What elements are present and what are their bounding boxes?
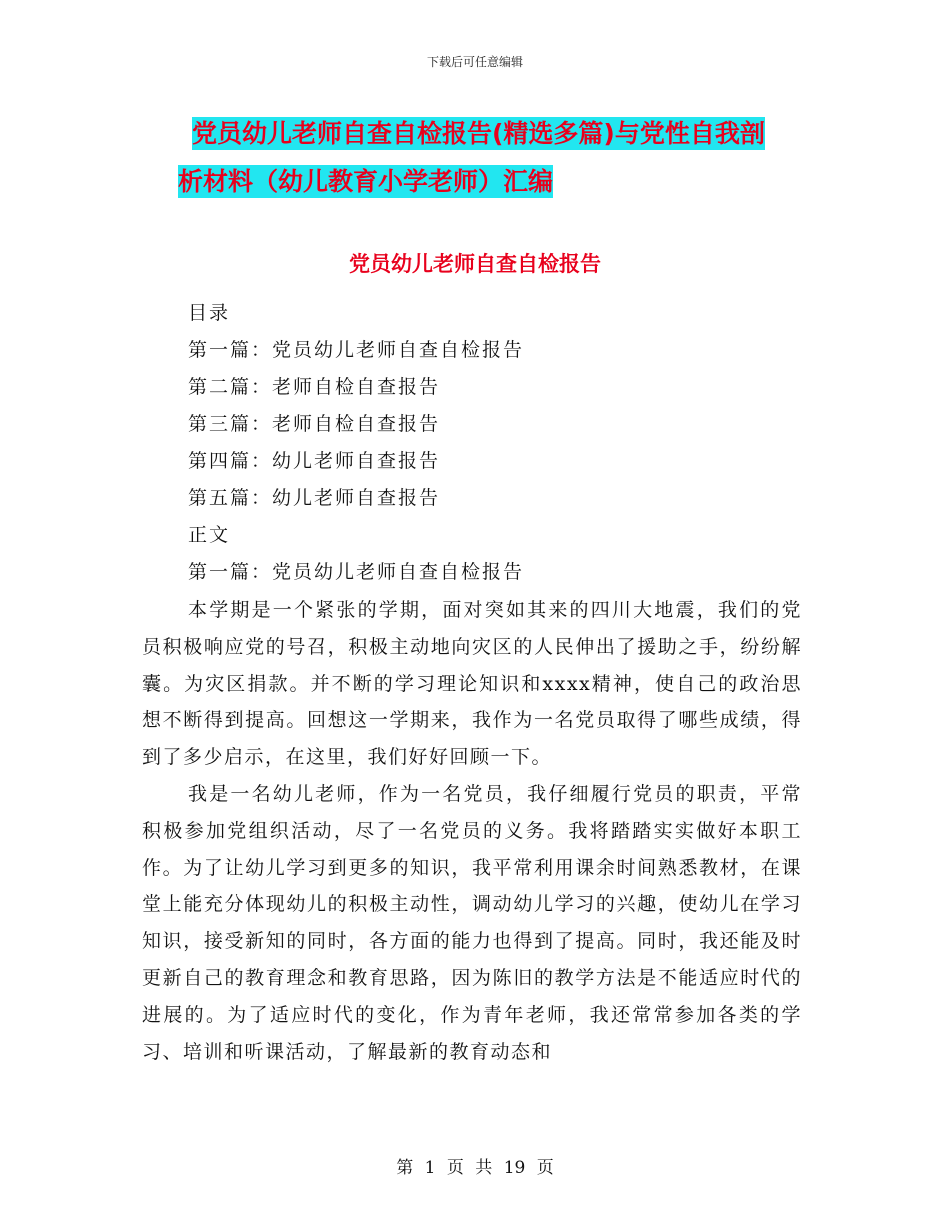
title-line-1: 党员幼儿老师自查自检报告(精选多篇)与党性自我剖 — [192, 119, 765, 148]
toc-item: 第三篇：老师自检自查报告 — [188, 413, 441, 435]
toc-item: 第五篇：幼儿老师自查报告 — [188, 487, 441, 509]
paragraph: 我是一名幼儿老师，作为一名党员，我仔细履行党员的职责，平常积极参加党组织活动，尽了一名党员的义务。我将踏踏实实做好本职工作。为了让幼儿学习到更多的知识，我平常利用课余时间熟悉教材，在课堂上能充分体现幼儿的积极主动性，调动幼儿学习的兴趣，使幼儿在学习知识，接受新知的同时，各方面的能力也得到了提高。同时，我还能及时更新自己的教育理念和教育思路，因为陈旧的教学方法是不能适应时代的进展的。为了适应时代的变化，作为青年老师，我还常常参加各类的学习、培训和听课活动，了解最新的教育动态和 — [142, 782, 802, 1063]
title-line-2: 析材料（幼儿教育小学老师）汇编 — [178, 167, 554, 196]
toc-item: 第二篇：老师自检自查报告 — [188, 376, 441, 398]
page-header-note: 下载后可任意编辑 — [426, 55, 523, 69]
page-footer: 第 1 页 共 19 页 — [396, 1158, 554, 1178]
section-subtitle: 党员幼儿老师自查自检报告 — [349, 252, 601, 276]
body-text — [142, 592, 802, 1070]
toc-item: 第四篇：幼儿老师自查报告 — [188, 450, 441, 472]
toc-heading: 目录 — [188, 302, 231, 324]
body-heading: 正文 — [188, 524, 231, 546]
first-section-heading: 第一篇：党员幼儿老师自查自检报告 — [188, 561, 525, 583]
toc-item: 第一篇：党员幼儿老师自查自检报告 — [188, 339, 525, 361]
table-of-contents — [188, 295, 808, 591]
document-title — [140, 110, 810, 206]
paragraph: 本学期是一个紧张的学期，面对突如其来的四川大地震，我们的党员积极响应党的号召，积极主动地向灾区的人民伸出了援助之手，纷纷解囊。为灾区捐款。并不断的学习理论知识和xxxx精神，使自己的政治思想不断得到提高。回想这一学期来，我作为一名党员取得了哪些成绩，得到了多少启示，在这里，我们好好回顾一下。 — [142, 599, 802, 769]
